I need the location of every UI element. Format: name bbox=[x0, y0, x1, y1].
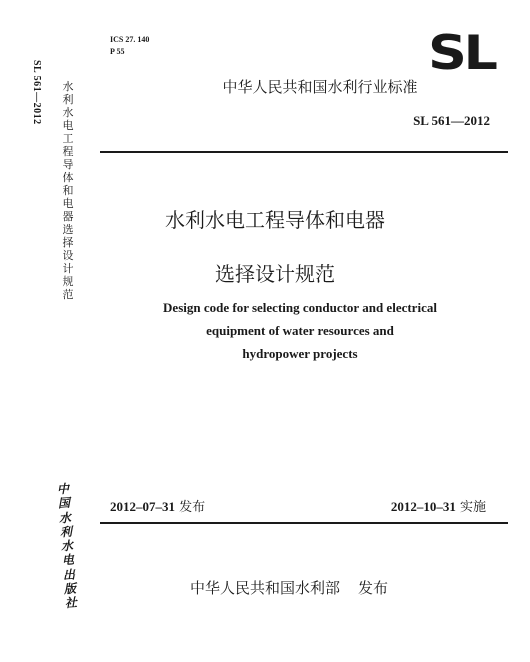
title-en-line1: Design code for selecting conductor and electrical bbox=[163, 300, 437, 315]
issue-date-value: 2012–07–31 bbox=[110, 499, 175, 514]
issuer-action: 发布 bbox=[358, 579, 389, 597]
issuer bbox=[190, 577, 388, 598]
issue-date-word: 发布 bbox=[179, 500, 206, 515]
issue-date bbox=[110, 496, 205, 515]
effective-date-value: 2012–10–31 bbox=[390, 499, 456, 514]
issuer-name: 中华人民共和国水利部 bbox=[190, 579, 341, 597]
title-en-line3: hydropower projects bbox=[242, 346, 358, 361]
effective-date bbox=[391, 496, 486, 515]
spine-title: 水利水电工程导体和电器选择设计规范 bbox=[62, 80, 74, 301]
spine-publisher: 中国水利水电出版社 bbox=[56, 481, 78, 611]
classification-codes bbox=[110, 34, 149, 58]
title-en bbox=[110, 296, 490, 365]
standard-number: SL 561—2012 bbox=[413, 113, 490, 128]
standard-name: 中华人民共和国水利行业标准 bbox=[222, 78, 418, 96]
ccs-code: P 55 bbox=[110, 47, 125, 56]
title-en-line2: equipment of water resources and bbox=[206, 323, 394, 338]
title-cn-line1: 水利水电工程导体和电器 bbox=[165, 208, 385, 232]
spine-standard-code: SL 561—2012 bbox=[31, 60, 42, 125]
title-cn-line2: 选择设计规范 bbox=[215, 262, 335, 286]
ics-code: ICS 27. 140 bbox=[110, 35, 150, 44]
sl-logo: SL bbox=[428, 26, 495, 81]
effective-date-word: 实施 bbox=[459, 500, 486, 515]
top-divider bbox=[100, 151, 508, 153]
bottom-divider bbox=[100, 522, 508, 524]
